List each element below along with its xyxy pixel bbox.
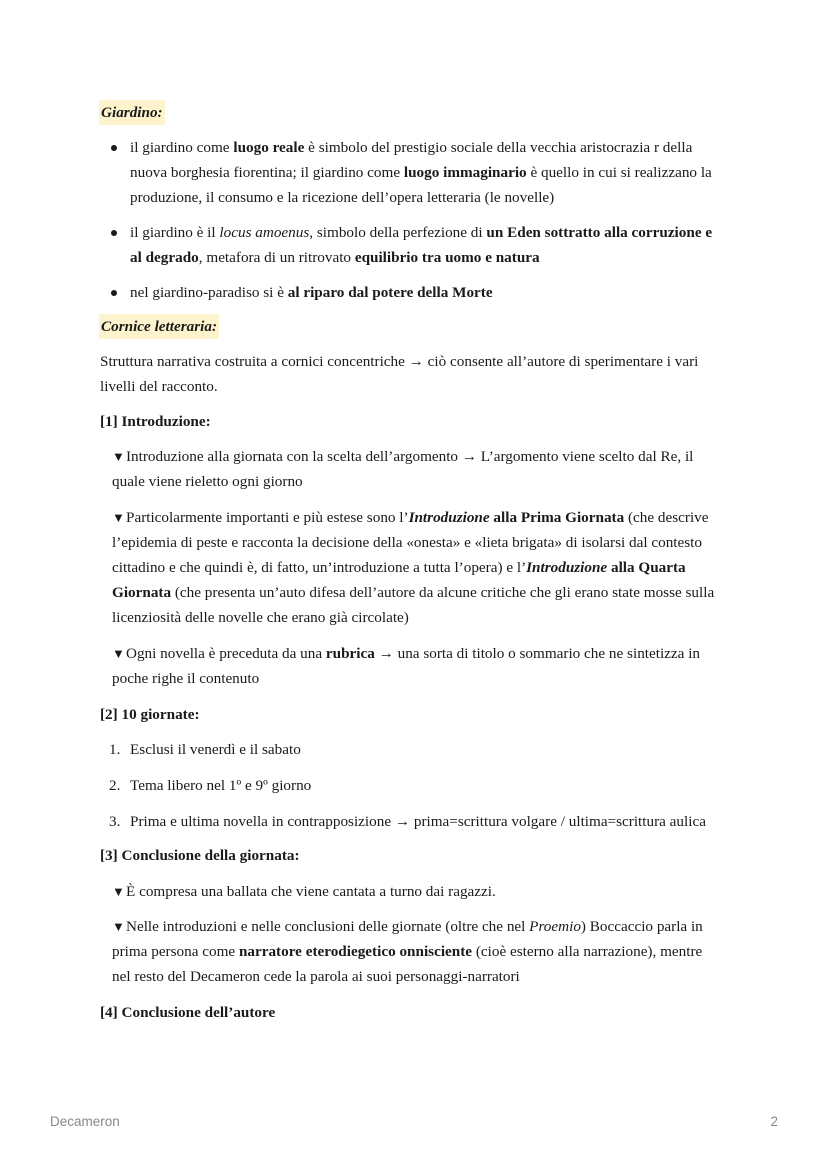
- section-heading-conclusione-giornata: [3] Conclusione della giornata:: [100, 847, 300, 864]
- giardino-heading: Giardino:: [100, 100, 722, 125]
- triangle-down-icon: ▼: [112, 884, 125, 899]
- giardino-list: [100, 135, 722, 305]
- paragraph: ▼È compresa una ballata che viene cantata a turno dai ragazzi.: [100, 879, 722, 904]
- footer-page-number: 2: [770, 1114, 778, 1129]
- cornice-intro: Struttura narrativa costruita a cornici concentriche → ciò consente all’autore di sperimentare i vari livelli del racconto.: [100, 353, 699, 395]
- triangle-down-icon: ▼: [112, 919, 125, 934]
- footer-document-title: Decameron: [50, 1114, 120, 1129]
- list-item: 2. Tema libero nel 1º e 9º giorno: [109, 777, 312, 794]
- paragraph: ▼Particolarmente importanti e più estese sono l’Introduzione alla Prima Giornata (che descrive l’epidemia di peste e racconta la decisione della «onesta» e «lieta brigata» di isolarsi dal contesto cittadino e che quindi è, di fatto, un’introduzione a tutta l’opera) e l’Introduzione alla Quarta Giornata (che presenta un’auto difesa dell’autore da alcune critiche che gli erano state mosse sulla licenziosità delle novelle che erano già circolate): [100, 505, 722, 630]
- triangle-down-icon: ▼: [112, 646, 125, 661]
- section-heading-conclusione-autore: [4] Conclusione dell’autore: [100, 1004, 276, 1021]
- list-item: il giardino è il locus amoenus, simbolo della perfezione di un Eden sottratto alla corruzione e al degrado, metafora di un ritrovato equilibrio tra uomo e natura: [100, 220, 722, 270]
- triangle-down-icon: ▼: [112, 510, 125, 525]
- paragraph: ▼Ogni novella è preceduta da una rubrica → una sorta di titolo o sommario che ne sintetizza in poche righe il contenuto: [100, 641, 722, 691]
- document-page: [100, 100, 722, 1025]
- triangle-down-icon: ▼: [112, 449, 125, 464]
- list-item: nel giardino-paradiso si è al riparo dal potere della Morte: [100, 280, 722, 305]
- bullet-icon: [111, 290, 117, 296]
- bullet-icon: [111, 145, 117, 151]
- giornate-list: [100, 737, 722, 834]
- section-heading-introduzione: [1] Introduzione:: [100, 413, 211, 430]
- list-item: il giardino come luogo reale è simbolo del prestigio sociale della vecchia aristocrazia r della nuova borghesia fiorentina; il giardino come luogo immaginario è quello in cui si realizzano la produzione, il consumo e la ricezione dell’opera letteraria (le novelle): [100, 135, 722, 210]
- bullet-icon: [111, 230, 117, 236]
- list-item: 1. Esclusi il venerdì e il sabato: [109, 741, 301, 758]
- cornice-heading: Cornice letteraria:: [100, 314, 722, 339]
- paragraph: ▼Nelle introduzioni e nelle conclusioni delle giornate (oltre che nel Proemio) Boccaccio parla in prima persona come narratore eterodiegetico onnisciente (cioè esterno alla narrazione), mentre nel resto del Decameron cede la parola ai suoi personaggi-narratori: [100, 914, 722, 989]
- list-item: 3. Prima e ultima novella in contrapposizione → prima=scrittura volgare / ultima=scrittura aulica: [109, 813, 706, 830]
- section-heading-giornate: [2] 10 giornate:: [100, 706, 200, 723]
- paragraph: ▼Introduzione alla giornata con la scelta dell’argomento → L’argomento viene scelto dal Re, il quale viene rieletto ogni giorno: [100, 444, 722, 494]
